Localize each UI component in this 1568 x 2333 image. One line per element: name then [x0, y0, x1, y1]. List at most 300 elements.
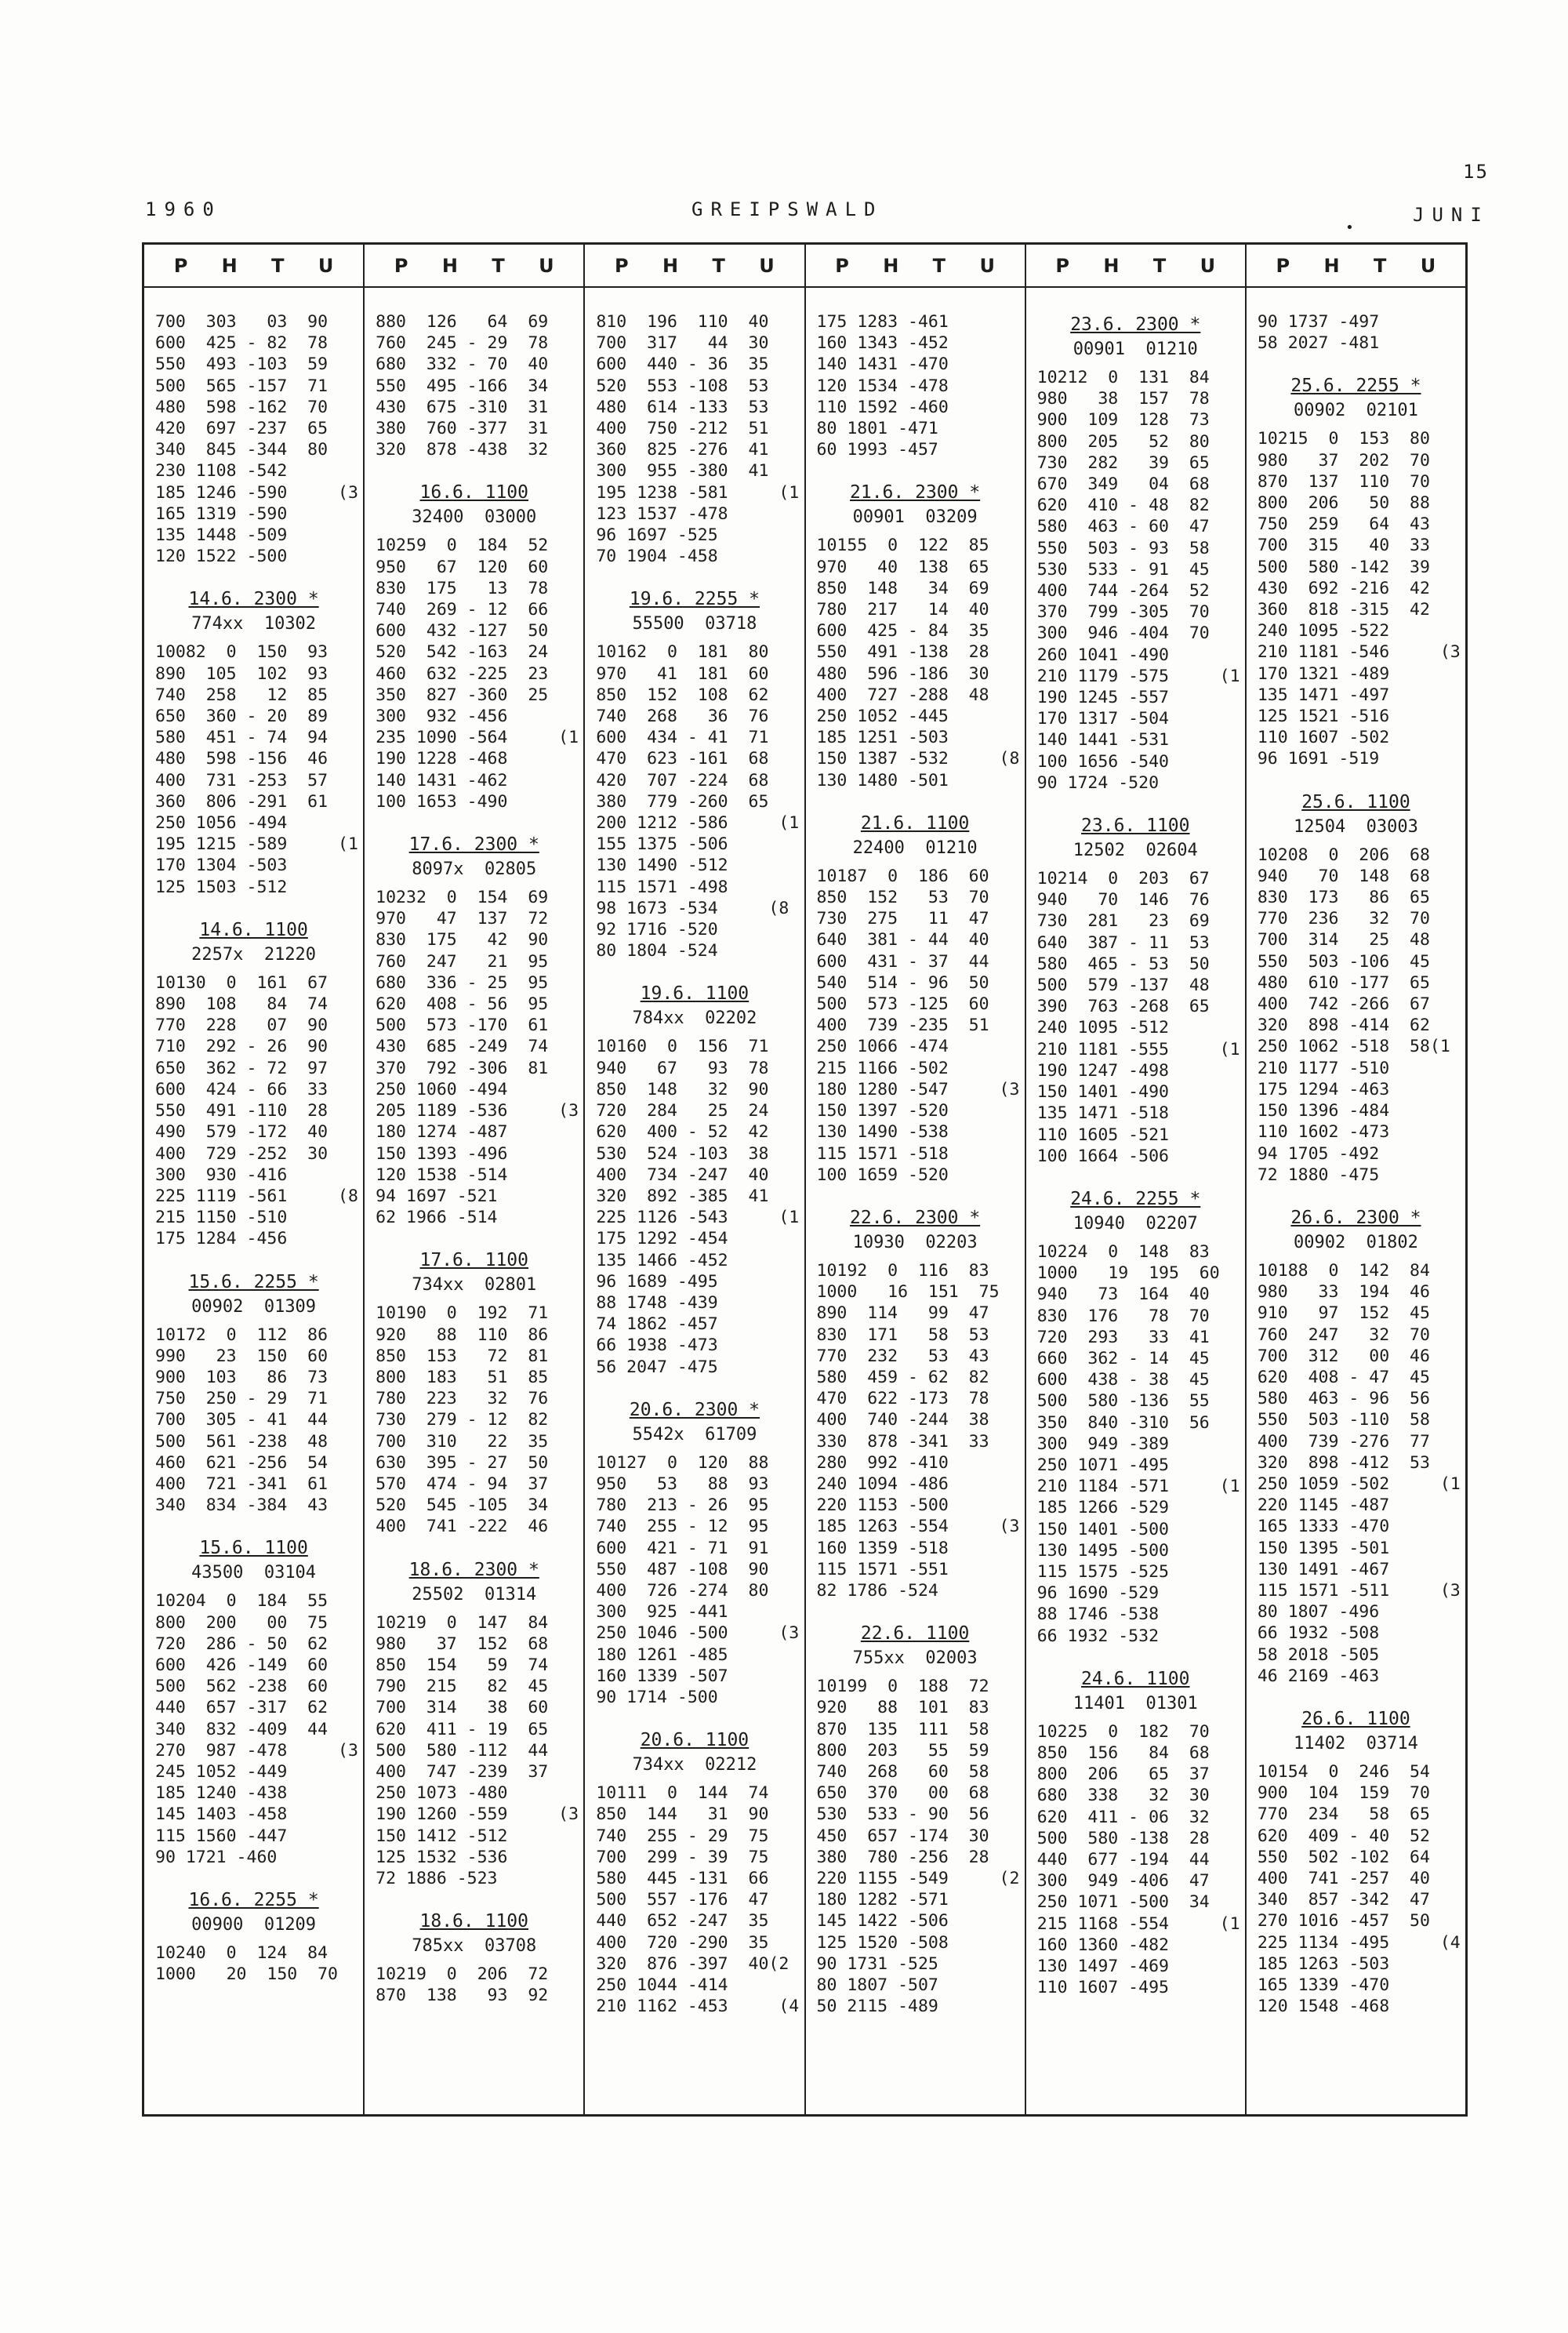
sounding-date-time: [149, 1538, 358, 1558]
column-header-label: H: [883, 254, 899, 277]
table-row: 46 2169 -463: [1257, 1666, 1380, 1686]
table-row: 400 729 -252 30: [155, 1143, 328, 1164]
table-row: 100 1653 -490: [376, 791, 508, 812]
table-row: 10192 0 116 83: [816, 1260, 989, 1281]
table-row: 700 315 40 33: [1257, 536, 1430, 556]
table-row: 150 1393 -496: [376, 1143, 508, 1164]
table-row: 500 573 -170 61: [376, 1016, 549, 1036]
table-row: 500 565 -157 71: [155, 376, 328, 396]
sounding-title-text: 16.6. 2255 *: [188, 1889, 319, 1910]
table-row: 460 621 -256 54: [155, 1452, 328, 1473]
column-header-label: P: [173, 254, 188, 277]
table-row: 700 299 - 39 75: [596, 1847, 769, 1867]
data-rows: [811, 1260, 1020, 1601]
table-row: 850 154 59 74: [376, 1655, 549, 1675]
table-row: 800 205 52 80: [1036, 431, 1210, 452]
table-row: 58 2027 -481: [1257, 333, 1380, 354]
table-row: 600 434 - 41 71: [596, 728, 769, 748]
data-rows: [590, 1036, 799, 1377]
table-row: 240 1094 -486: [816, 1474, 949, 1494]
column-body: [1026, 288, 1245, 2020]
sounding-block: [149, 1538, 358, 1868]
table-row: 890 105 102 93: [155, 663, 328, 684]
table-row: 66 1932 -508: [1257, 1623, 1380, 1644]
sounding-title-text: 14.6. 1100: [199, 919, 308, 940]
table-row: 10111 0 144 74: [596, 1783, 769, 1804]
table-row: 980 33 194 46: [1257, 1282, 1430, 1303]
table-row: 100 1656 -540: [1036, 751, 1169, 772]
sounding-title-text: 18.6. 2300 *: [408, 1559, 539, 1580]
column-header-label: T: [1374, 254, 1387, 277]
column-header-label: T: [712, 254, 725, 277]
table-row: 120 1548 -468: [1257, 1997, 1390, 2017]
table-row: 730 279 - 12 82: [376, 1410, 549, 1430]
table-row: 185 1263 -503: [1257, 1953, 1390, 1974]
table-row: 480 598 -156 46: [155, 749, 328, 769]
table-row: 870 137 110 70: [1257, 471, 1430, 492]
table-row: 10224 0 148 83: [1036, 1241, 1210, 1262]
table-row: 1000 16 151 75: [816, 1282, 1000, 1303]
table-row: 115 1575 -525: [1036, 1561, 1169, 1582]
table-row: 225 1126 -543 (1: [596, 1208, 800, 1228]
table-row: 90 1721 -460: [155, 1847, 278, 1867]
table-row: 90 1737 -497: [1257, 312, 1380, 332]
table-row: 800 206 65 37: [1036, 1764, 1210, 1785]
table-row: 650 362 - 72 97: [155, 1058, 328, 1078]
table-row: 250 1052 -445: [816, 707, 949, 727]
table-row: 830 175 13 78: [376, 578, 549, 598]
table-row: 490 579 -172 40: [155, 1122, 328, 1143]
column-header-label: T: [492, 254, 505, 277]
data-rows: [811, 311, 1020, 460]
sounding-block: [369, 311, 579, 460]
sounding-block: [369, 1911, 579, 2006]
table-row: 82 1786 -524: [816, 1580, 938, 1601]
sounding-title-text: 24.6. 1100: [1081, 1668, 1190, 1689]
table-row: 175 1284 -456: [155, 1229, 288, 1249]
sounding-date-time: [1251, 1709, 1461, 1729]
table-row: 400 747 -239 37: [376, 1761, 549, 1782]
column-header-label: H: [441, 254, 458, 277]
table-row: 420 707 -224 68: [596, 770, 769, 790]
sounding-title-text: 22.6. 2300 *: [850, 1207, 981, 1228]
table-row: 120 1522 -500: [155, 547, 288, 567]
sounding-code: 734xx 02212: [632, 1755, 757, 1775]
table-row: 135 1471 -497: [1257, 685, 1390, 705]
table-column: [1247, 245, 1465, 2114]
table-row: 140 1431 -462: [376, 770, 508, 790]
table-row: 450 657 -174 30: [816, 1826, 989, 1846]
table-row: 580 463 - 60 47: [1036, 517, 1210, 537]
table-row: 10225 0 182 70: [1036, 1721, 1210, 1742]
sounding-date-time: [149, 920, 358, 940]
table-row: 400 740 -244 38: [816, 1410, 989, 1430]
table-row: 680 336 - 25 95: [376, 972, 549, 993]
table-row: 220 1145 -487: [1257, 1495, 1390, 1516]
table-row: 150 1395 -501: [1257, 1538, 1390, 1558]
table-row: 230 1108 -542: [155, 461, 288, 481]
table-row: 10199 0 188 72: [816, 1677, 989, 1697]
column-header-label: U: [759, 254, 775, 277]
table-row: 550 495 -166 34: [376, 376, 549, 396]
table-row: 850 148 32 90: [596, 1079, 769, 1099]
table-row: 185 1263 -554 (3: [816, 1517, 1020, 1537]
column-body: [365, 288, 583, 2029]
table-row: 800 206 50 88: [1257, 493, 1430, 514]
table-row: 135 1466 -452: [596, 1250, 728, 1270]
data-rows: [149, 1942, 358, 1985]
table-row: 350 840 -310 56: [1036, 1412, 1210, 1433]
table-row: 850 148 34 69: [816, 578, 989, 598]
table-row: 300 946 -404 70: [1036, 623, 1210, 644]
sounding-code: 00902 01309: [191, 1296, 317, 1317]
table-row: 370 799 -305 70: [1036, 602, 1210, 623]
table-row: 80 1807 -507: [816, 1975, 938, 1995]
table-row: 620 408 - 47 45: [1257, 1367, 1430, 1387]
sounding-date-time: [590, 589, 799, 609]
table-row: 720 293 33 41: [1036, 1327, 1210, 1347]
table-row: 500 561 -238 48: [155, 1431, 328, 1452]
table-row: 400 727 -288 48: [816, 685, 989, 705]
data-rows: [590, 311, 799, 567]
table-row: 125 1532 -536: [376, 1847, 508, 1867]
table-row: 60 1993 -457: [816, 440, 938, 460]
sounding-block: [369, 482, 579, 812]
table-row: 980 38 157 78: [1036, 389, 1210, 409]
table-row: 170 1317 -504: [1036, 709, 1169, 729]
sounding-code: 774xx 10302: [191, 614, 317, 634]
table-row: 940 70 146 76: [1036, 890, 1210, 910]
data-rows: [149, 641, 358, 897]
table-row: 740 258 12 85: [155, 685, 328, 705]
table-row: 940 67 93 78: [596, 1058, 769, 1078]
table-row: 740 268 60 58: [816, 1761, 989, 1782]
table-row: 250 1062 -518 58(1: [1257, 1037, 1450, 1057]
data-rows: [1031, 1721, 1240, 1999]
table-row: 540 514 - 96 50: [816, 972, 989, 993]
sounding-code: 00902 02101: [1293, 401, 1418, 421]
table-row: 10215 0 153 80: [1257, 429, 1430, 449]
table-row: 72 1880 -475: [1257, 1165, 1380, 1185]
table-row: 620 400 - 52 42: [596, 1122, 769, 1143]
table-row: 80 1801 -471: [816, 419, 938, 439]
column-header-label: P: [835, 254, 849, 277]
table-row: 800 183 51 85: [376, 1367, 549, 1387]
table-row: 300 949 -406 47: [1036, 1871, 1210, 1891]
table-row: 900 109 128 73: [1036, 410, 1210, 431]
month-label: JUNI: [1413, 204, 1490, 226]
sounding-date-time: [811, 813, 1020, 834]
table-row: 130 1480 -501: [816, 770, 949, 790]
table-row: 110 1592 -460: [816, 397, 949, 417]
table-row: 10188 0 142 84: [1257, 1260, 1430, 1281]
table-column: [365, 245, 585, 2114]
data-rows: [369, 535, 579, 812]
table-row: 680 338 32 30: [1036, 1786, 1210, 1806]
table-row: 210 1181 -546 (3: [1257, 642, 1461, 663]
table-row: 300 949 -389: [1036, 1434, 1169, 1454]
table-row: 360 825 -276 41: [596, 440, 769, 460]
sounding-block: [369, 1250, 579, 1537]
table-row: 500 579 -137 48: [1036, 976, 1210, 996]
table-row: 74 1862 -457: [596, 1314, 718, 1335]
sounding-code: 22400 01210: [852, 838, 978, 858]
table-row: 750 259 64 43: [1257, 514, 1430, 535]
table-row: 185 1246 -590 (3: [155, 482, 358, 503]
table-row: 780 217 14 40: [816, 600, 989, 620]
table-row: 150 1412 -512: [376, 1826, 508, 1846]
column-header-label: P: [615, 254, 629, 277]
table-row: 10155 0 122 85: [816, 536, 989, 556]
table-row: 360 806 -291 61: [155, 791, 328, 812]
sounding-block: [149, 920, 358, 1250]
column-header-label: P: [1055, 254, 1069, 277]
table-row: 125 1503 -512: [155, 877, 288, 897]
sounding-title-text: 19.6. 2255 *: [629, 589, 760, 610]
sounding-block: [369, 1560, 579, 1890]
table-row: 500 557 -176 47: [596, 1890, 769, 1910]
table-row: 550 503 - 93 58: [1036, 538, 1210, 558]
table-row: 460 632 -225 23: [376, 663, 549, 684]
sounding-code: 2257x 21220: [191, 944, 317, 965]
table-row: 175 1283 -461: [816, 312, 949, 332]
table-row: 520 542 -163 24: [376, 642, 549, 663]
table-row: 780 223 32 76: [376, 1389, 549, 1409]
column-body: [1247, 288, 1465, 2039]
table-row: 190 1245 -557: [1036, 688, 1169, 708]
table-row: 700 317 44 30: [596, 333, 769, 354]
data-rows: [369, 1303, 579, 1537]
table-column: [1026, 245, 1247, 2114]
table-row: 550 502 -102 64: [1257, 1847, 1430, 1867]
table-row: 600 425 - 84 35: [816, 621, 989, 641]
table-row: 115 1571 -511 (3: [1257, 1580, 1461, 1601]
table-row: 10162 0 181 80: [596, 642, 769, 663]
table-row: 125 1521 -516: [1257, 707, 1390, 727]
table-row: 66 1932 -532: [1036, 1626, 1160, 1646]
sounding-title-text: 19.6. 1100: [640, 983, 750, 1005]
table-row: 580 451 - 74 94: [155, 728, 328, 748]
data-rows: [1031, 868, 1240, 1167]
table-row: 600 431 - 37 44: [816, 951, 989, 972]
table-row: 770 232 53 43: [816, 1346, 989, 1366]
table-row: 150 1397 -520: [816, 1101, 949, 1121]
table-row: 970 47 137 72: [376, 909, 549, 929]
table-row: 380 780 -256 28: [816, 1847, 989, 1867]
sounding-title-text: 15.6. 2255 *: [188, 1271, 319, 1292]
table-row: 520 545 -105 34: [376, 1495, 549, 1516]
table-row: 10130 0 161 67: [155, 972, 328, 993]
sounding-date-time: [811, 1208, 1020, 1228]
table-row: 850 156 84 68: [1036, 1742, 1210, 1763]
sounding-title-text: 17.6. 2300 *: [408, 834, 539, 856]
sounding-block: [590, 311, 799, 567]
table-row: 160 1359 -518: [816, 1538, 949, 1558]
table-row: 980 37 202 70: [1257, 450, 1430, 471]
sounding-date-time: [149, 1890, 358, 1910]
column-header-label: H: [221, 254, 238, 277]
table-row: 700 314 25 48: [1257, 930, 1430, 950]
table-row: 740 268 36 76: [596, 707, 769, 727]
table-row: 92 1716 -520: [596, 920, 718, 940]
table-row: 215 1168 -554 (1: [1036, 1913, 1240, 1934]
table-row: 400 750 -212 51: [596, 419, 769, 439]
table-row: 250 1059 -502 (1: [1257, 1474, 1461, 1494]
table-row: 115 1560 -447: [155, 1826, 288, 1846]
table-row: 730 275 11 47: [816, 909, 989, 929]
table-row: 320 878 -438 32: [376, 440, 549, 460]
data-rows: [1251, 428, 1461, 769]
table-row: 150 1387 -532 (8: [816, 749, 1020, 769]
sounding-date-time: [1251, 792, 1461, 812]
table-row: 10190 0 192 71: [376, 1303, 549, 1324]
sounding-title-text: 20.6. 2300 *: [629, 1399, 760, 1420]
table-row: 90 1724 -520: [1036, 772, 1160, 793]
table-row: 600 425 - 82 78: [155, 333, 328, 354]
column-header-label: U: [318, 254, 334, 277]
table-row: 600 432 -127 50: [376, 621, 549, 641]
table-row: 1000 20 150 70: [155, 1964, 338, 1985]
table-row: 650 370 00 68: [816, 1783, 989, 1804]
table-row: 440 677 -194 44: [1036, 1849, 1210, 1870]
table-row: 700 314 38 60: [376, 1698, 549, 1718]
table-row: 145 1403 -458: [155, 1804, 288, 1825]
table-row: 890 114 99 47: [816, 1303, 989, 1324]
sounding-block: [1251, 311, 1461, 354]
table-row: 550 491 -138 28: [816, 642, 989, 663]
table-row: 10232 0 154 69: [376, 888, 549, 908]
sounding-block: [369, 834, 579, 1228]
table-row: 320 876 -397 40(2: [596, 1953, 789, 1974]
table-row: 970 40 138 65: [816, 557, 989, 577]
table-row: 770 234 58 65: [1257, 1804, 1430, 1825]
table-row: 240 1095 -512: [1036, 1018, 1169, 1038]
column-header-label: H: [1323, 254, 1340, 277]
table-row: 140 1441 -531: [1036, 730, 1169, 750]
data-rows: [590, 641, 799, 961]
sounding-block: [149, 589, 358, 897]
table-row: 175 1294 -463: [1257, 1079, 1390, 1099]
sounding-code: 785xx 03708: [412, 1936, 537, 1957]
table-row: 150 1396 -484: [1257, 1101, 1390, 1121]
sounding-title-text: 25.6. 2255 *: [1290, 376, 1421, 397]
column-header-label: T: [1152, 254, 1167, 277]
table-row: 210 1177 -510: [1257, 1058, 1390, 1078]
table-row: 480 596 -186 30: [816, 663, 989, 684]
table-row: 500 580 -142 39: [1257, 557, 1430, 577]
table-row: 950 53 88 93: [596, 1474, 769, 1494]
table-row: 580 459 - 62 82: [816, 1367, 989, 1387]
sounding-date-time: [811, 482, 1020, 503]
table-row: 200 1212 -586 (1: [596, 813, 800, 834]
sounding-block: [1251, 792, 1461, 1186]
table-row: 430 692 -216 42: [1257, 578, 1430, 598]
table-row: 740 255 - 29 75: [596, 1826, 769, 1846]
data-rows: [149, 1590, 358, 1868]
column-header-label: U: [1420, 254, 1436, 277]
table-row: 340 834 -384 43: [155, 1495, 328, 1516]
table-row: 80 1804 -524: [596, 941, 718, 961]
table-row: 240 1095 -522: [1257, 621, 1390, 641]
table-row: 950 67 120 60: [376, 557, 549, 577]
table-row: 10204 0 184 55: [155, 1591, 328, 1612]
table-row: 10259 0 184 52: [376, 536, 549, 556]
table-row: 155 1375 -506: [596, 834, 728, 855]
table-row: 150 1401 -490: [1036, 1082, 1169, 1103]
table-row: 180 1261 -485: [596, 1644, 728, 1665]
table-row: 440 657 -317 62: [155, 1698, 328, 1718]
table-row: 110 1602 -473: [1257, 1122, 1390, 1143]
table-row: 580 465 - 53 50: [1036, 954, 1210, 974]
table-row: 165 1333 -470: [1257, 1517, 1390, 1537]
table-row: 1000 19 195 60: [1036, 1263, 1220, 1284]
table-row: 340 845 -344 80: [155, 440, 328, 460]
sounding-block: [811, 1623, 1020, 2017]
table-row: 94 1705 -492: [1257, 1143, 1380, 1164]
table-row: 98 1673 -534 (8: [596, 898, 789, 918]
table-row: 100 1659 -520: [816, 1165, 949, 1185]
sounding-code: 00901 03209: [852, 507, 978, 528]
table-row: 550 493 -103 59: [155, 354, 328, 375]
column-header: [806, 245, 1025, 288]
sounding-code: 32400 03000: [412, 507, 537, 528]
table-row: 190 1247 -498: [1036, 1060, 1169, 1081]
table-row: 300 932 -456: [376, 707, 508, 727]
table-row: 850 144 31 90: [596, 1804, 769, 1825]
table-row: 750 250 - 29 71: [155, 1389, 328, 1409]
sounding-date-time: [1031, 314, 1240, 335]
table-row: 400 720 -290 35: [596, 1932, 769, 1953]
table-row: 130 1490 -512: [596, 856, 728, 876]
table-row: 830 171 58 53: [816, 1325, 989, 1345]
table-row: 10127 0 120 88: [596, 1452, 769, 1473]
table-row: 700 303 03 90: [155, 312, 328, 332]
table-row: 110 1607 -495: [1036, 1978, 1169, 1998]
sounding-block: [590, 983, 799, 1377]
table-row: 250 1056 -494: [155, 813, 288, 834]
table-row: 600 424 - 66 33: [155, 1079, 328, 1099]
sounding-code: 11402 03714: [1293, 1733, 1418, 1753]
table-row: 10212 0 131 84: [1036, 368, 1210, 387]
data-rows: [1251, 845, 1461, 1186]
table-row: 350 827 -360 25: [376, 685, 549, 705]
table-row: 580 445 -131 66: [596, 1868, 769, 1888]
sounding-block: [811, 311, 1020, 460]
column-body: [144, 288, 363, 2007]
table-row: 245 1052 -449: [155, 1761, 288, 1782]
sounding-block: [1031, 816, 1240, 1167]
sounding-title-text: 21.6. 1100: [860, 812, 970, 834]
table-row: 920 88 101 83: [816, 1698, 989, 1718]
table-row: 235 1090 -564 (1: [376, 728, 579, 748]
table-row: 480 598 -162 70: [155, 397, 328, 417]
column-header-label: U: [539, 254, 554, 277]
table-row: 10214 0 203 67: [1036, 869, 1210, 889]
table-row: 88 1746 -538: [1036, 1604, 1160, 1625]
table-row: 135 1471 -518: [1036, 1103, 1169, 1124]
table-row: 530 533 - 91 45: [1036, 559, 1210, 580]
table-row: 320 898 -412 53: [1257, 1452, 1430, 1473]
table-row: 175 1292 -454: [596, 1229, 728, 1249]
sounding-code: 755xx 02003: [852, 1648, 978, 1669]
table-row: 340 857 -342 47: [1257, 1890, 1430, 1910]
table-row: 270 987 -478 (3: [155, 1740, 358, 1761]
sounding-code: 10930 02203: [852, 1232, 978, 1252]
sounding-block: [811, 482, 1020, 790]
table-row: 650 360 - 20 89: [155, 707, 328, 727]
table-row: 300 925 -441: [596, 1602, 728, 1623]
table-row: 340 832 -409 44: [155, 1719, 328, 1739]
